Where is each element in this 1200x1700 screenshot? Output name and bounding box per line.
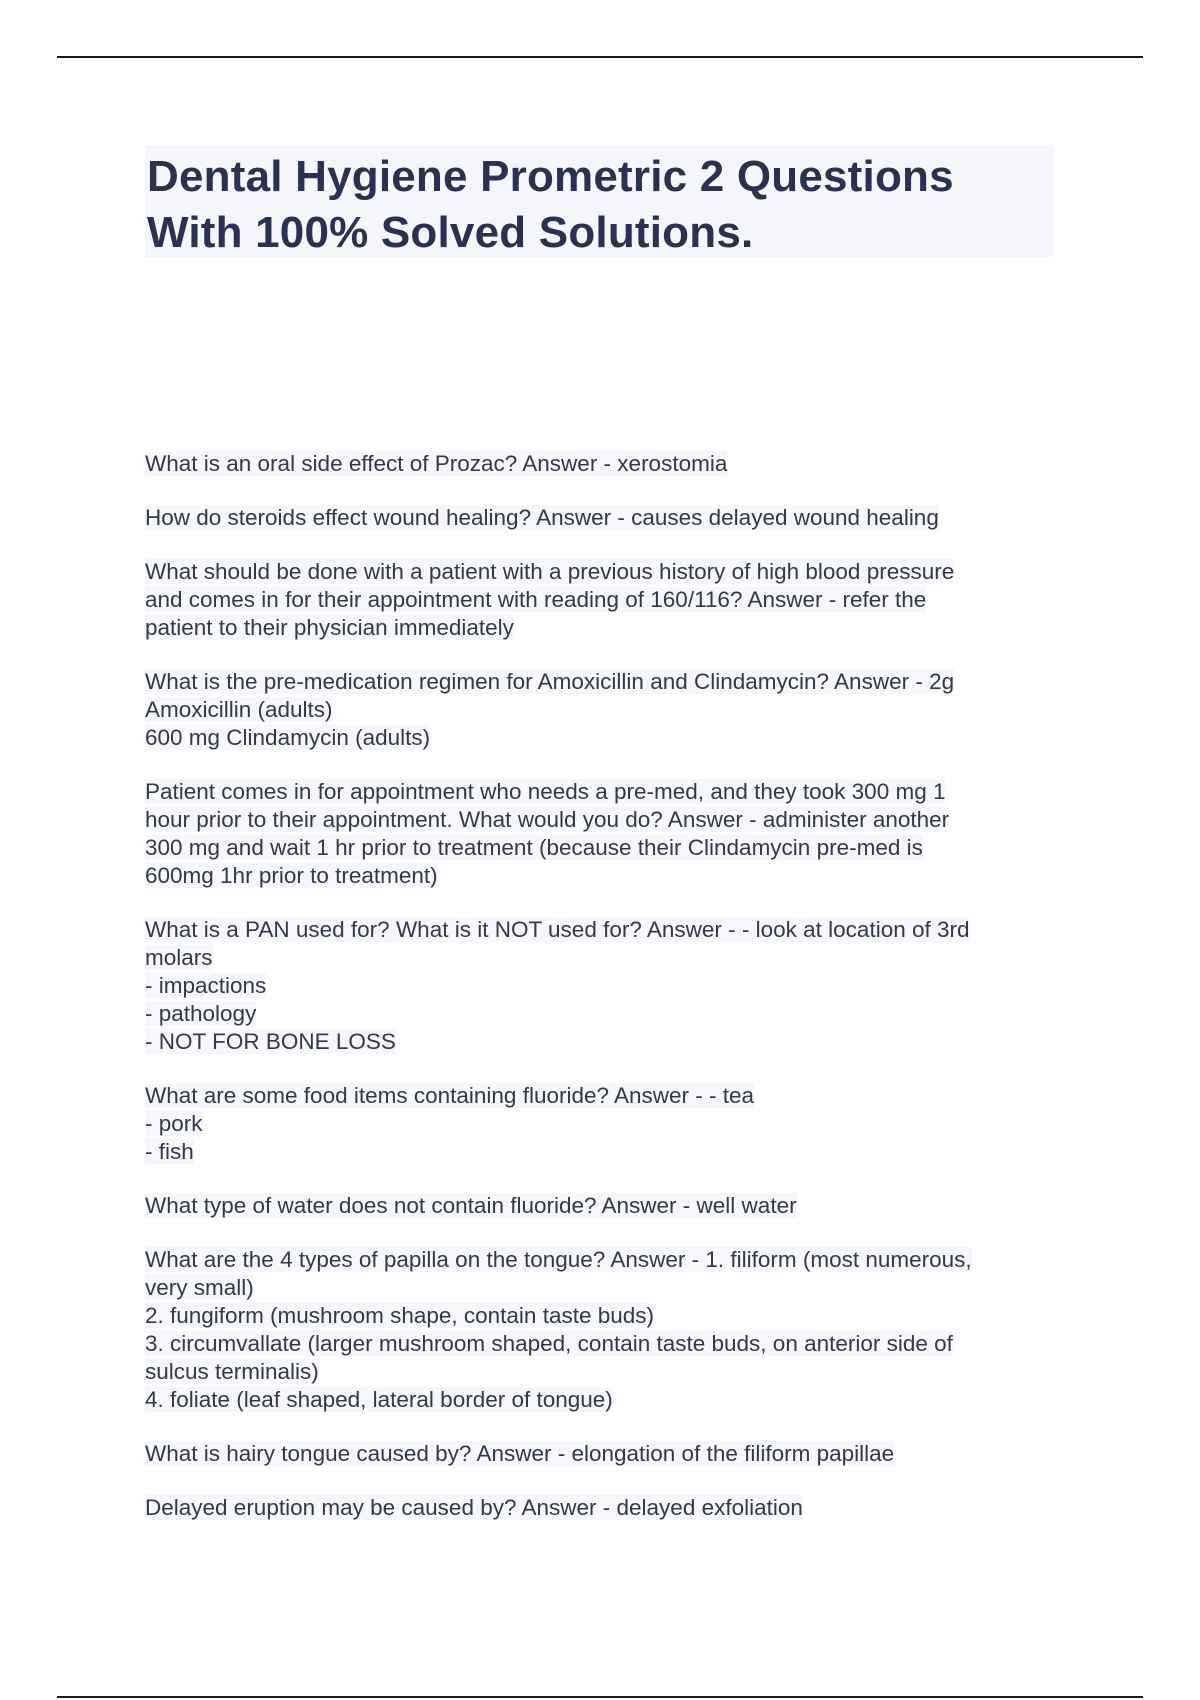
qa-line-text: patient to their physician immediately [145,615,514,640]
qa-line [145,696,1045,724]
qa-line [145,504,1045,532]
qa-line [145,668,1045,696]
qa-line-text: sulcus terminalis) [145,1359,319,1384]
qa-item [145,668,1045,752]
qa-line [145,1302,1045,1330]
qa-line-text: Amoxicillin (adults) [145,697,333,722]
qa-line [145,1192,1045,1220]
qa-line [145,1330,1045,1358]
qa-line [145,778,1045,806]
qa-line-text: What should be done with a patient with a previous history of high blood pressure [145,559,955,584]
qa-line [145,1138,1045,1166]
title-line: With 100% Solved Solutions. [147,208,754,257]
qa-line-text: What is a PAN used for? What is it NOT used for? Answer - - look at location of 3rd [145,917,970,942]
qa-line-text: very small) [145,1275,254,1300]
title-line: Dental Hygiene Prometric 2 Questions [147,152,954,201]
qa-line [145,1110,1045,1138]
title-block [145,145,1053,257]
qa-line-text: 300 mg and wait 1 hr prior to treatment (because their Clindamycin pre-med is [145,835,923,860]
qa-item [145,1440,1045,1468]
qa-line-text: 3. circumvallate (larger mushroom shaped, contain taste buds, on anterior side of [145,1331,953,1356]
qa-line-text: What type of water does not contain fluoride? Answer - well water [145,1193,797,1218]
qa-line-text: - pork [145,1111,203,1136]
qa-item [145,1082,1045,1166]
qa-line [145,972,1045,1000]
qa-item [145,558,1045,642]
qa-line [145,450,1045,478]
question-answer-list [145,450,1045,1548]
qa-item [145,778,1045,890]
qa-line-text: What is the pre-medication regimen for Amoxicillin and Clindamycin? Answer - 2g [145,669,955,694]
qa-item [145,504,1045,532]
qa-line [145,614,1045,642]
page-title [145,145,1053,261]
qa-line-text: Patient comes in for appointment who needs a pre-med, and they took 300 mg 1 [145,779,946,804]
qa-line [145,1000,1045,1028]
qa-line-text: What are some food items containing fluoride? Answer - - tea [145,1083,755,1108]
qa-line [145,862,1045,890]
qa-line-text: 600 mg Clindamycin (adults) [145,725,431,750]
qa-item [145,450,1045,478]
qa-line-text: What is an oral side effect of Prozac? Answer - xerostomia [145,451,728,476]
qa-line-text: 600mg 1hr prior to treatment) [145,863,438,888]
qa-line-text: molars [145,945,213,970]
qa-line-text: - impactions [145,973,267,998]
qa-line [145,806,1045,834]
qa-item [145,1494,1045,1522]
qa-line [145,944,1045,972]
top-divider [57,56,1143,58]
bottom-divider [57,1696,1143,1698]
qa-line [145,586,1045,614]
qa-line [145,724,1045,752]
qa-line-text: 4. foliate (leaf shaped, lateral border of tongue) [145,1387,613,1412]
qa-item [145,1246,1045,1414]
qa-line-text: What are the 4 types of papilla on the tongue? Answer - 1. filiform (most numerous, [145,1247,972,1272]
qa-line-text: - fish [145,1139,194,1164]
qa-line [145,1246,1045,1274]
qa-line [145,1494,1045,1522]
qa-item [145,1192,1045,1220]
qa-line [145,834,1045,862]
qa-line-text: Delayed eruption may be caused by? Answer - delayed exfoliation [145,1495,803,1520]
qa-line-text: What is hairy tongue caused by? Answer - elongation of the filiform papillae [145,1441,895,1466]
qa-line-text: 2. fungiform (mushroom shape, contain taste buds) [145,1303,655,1328]
qa-line-text: and comes in for their appointment with reading of 160/116? Answer - refer the [145,587,927,612]
qa-line [145,916,1045,944]
qa-item [145,916,1045,1056]
qa-line [145,1082,1045,1110]
qa-line-text: - pathology [145,1001,257,1026]
qa-line-text: - NOT FOR BONE LOSS [145,1029,396,1054]
qa-line [145,1028,1045,1056]
qa-line [145,1440,1045,1468]
qa-line [145,1274,1045,1302]
qa-line-text: How do steroids effect wound healing? Answer - causes delayed wound healing [145,505,939,530]
qa-line [145,1386,1045,1414]
qa-line [145,1358,1045,1386]
qa-line [145,558,1045,586]
qa-line-text: hour prior to their appointment. What would you do? Answer - administer another [145,807,950,832]
